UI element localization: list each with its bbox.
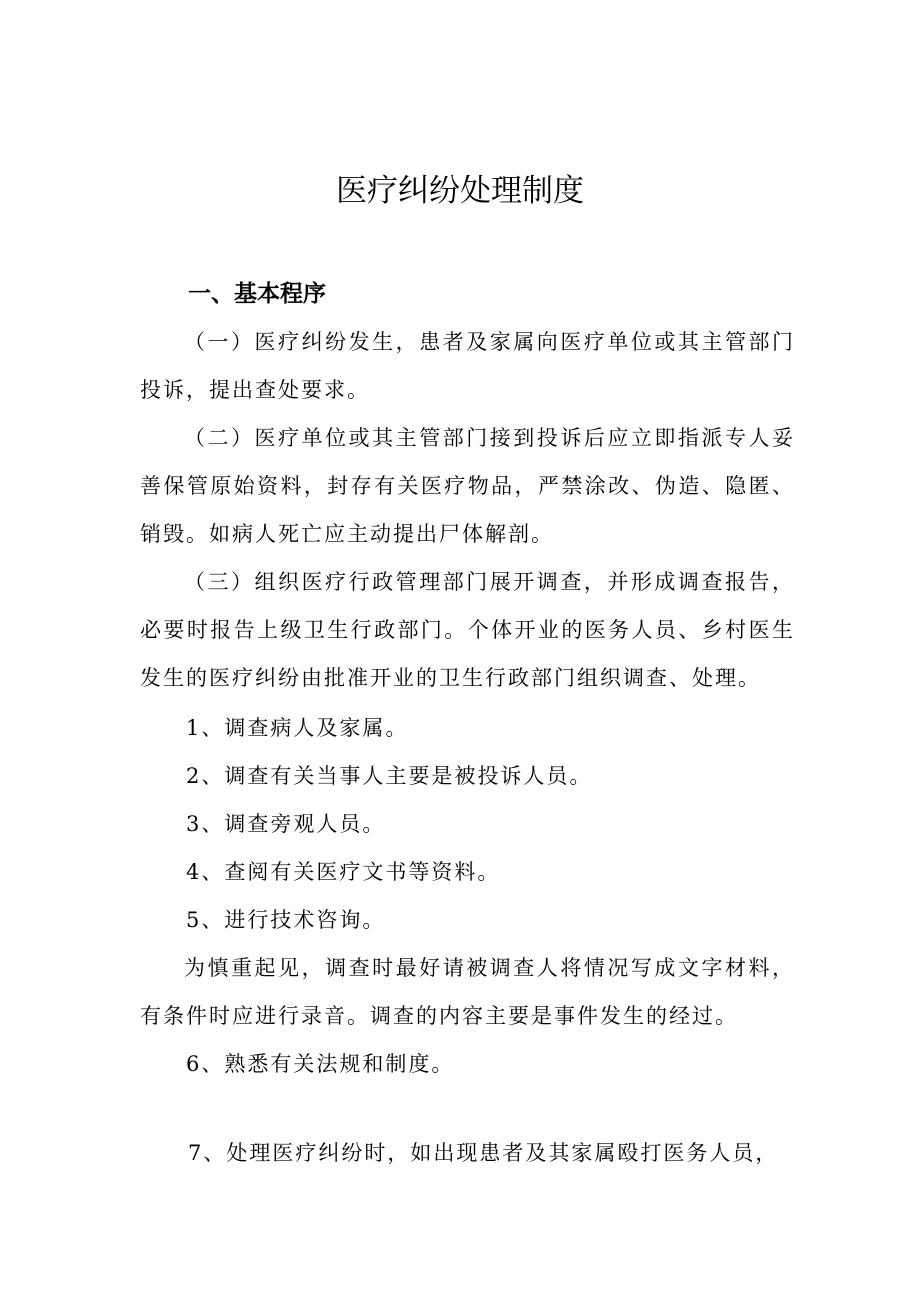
list-item-2: 2、调查有关当事人主要是被投诉人员。	[186, 764, 593, 788]
document-title: 医疗纠纷处理制度	[336, 172, 584, 209]
paragraph-1: （一）医疗纠纷发生，患者及家属向医疗单位或其主管部门投诉，提出查处要求。	[140, 330, 795, 402]
list-item-6: 6、熟悉有关法规和制度。	[186, 1052, 455, 1076]
section-heading: 一、基本程序	[188, 281, 326, 307]
list-item-1: 1、调查病人及家属。	[186, 716, 409, 740]
paragraph-3: （三）组织医疗行政管理部门展开调查，并形成调查报告，必要时报告上级卫生行政部门。个体开业的医务人员、乡村医生发生的医疗纠纷由批准开业的卫生行政部门组织调查、处理。	[140, 570, 795, 690]
list-item-5: 5、进行技术咨询。	[186, 908, 386, 932]
list-item-3: 3、调查旁观人员。	[186, 812, 386, 836]
paragraph-2: （二）医疗单位或其主管部门接到投诉后应立即指派专人妥善保管原始资料，封存有关医疗物品，严禁涂改、伪造、隐匿、销毁。如病人死亡应主动提出尸体解剖。	[140, 426, 795, 546]
list-item-4: 4、查阅有关医疗文书等资料。	[186, 860, 501, 884]
note-paragraph: 为慎重起见，调查时最好请被调查人将情况写成文字材料，有条件时应进行录音。调查的内容主要是事件发生的经过。	[140, 956, 795, 1028]
list-item-7: 7、处理医疗纠纷时，如出现患者及其家属殴打医务人员，	[188, 1141, 779, 1165]
